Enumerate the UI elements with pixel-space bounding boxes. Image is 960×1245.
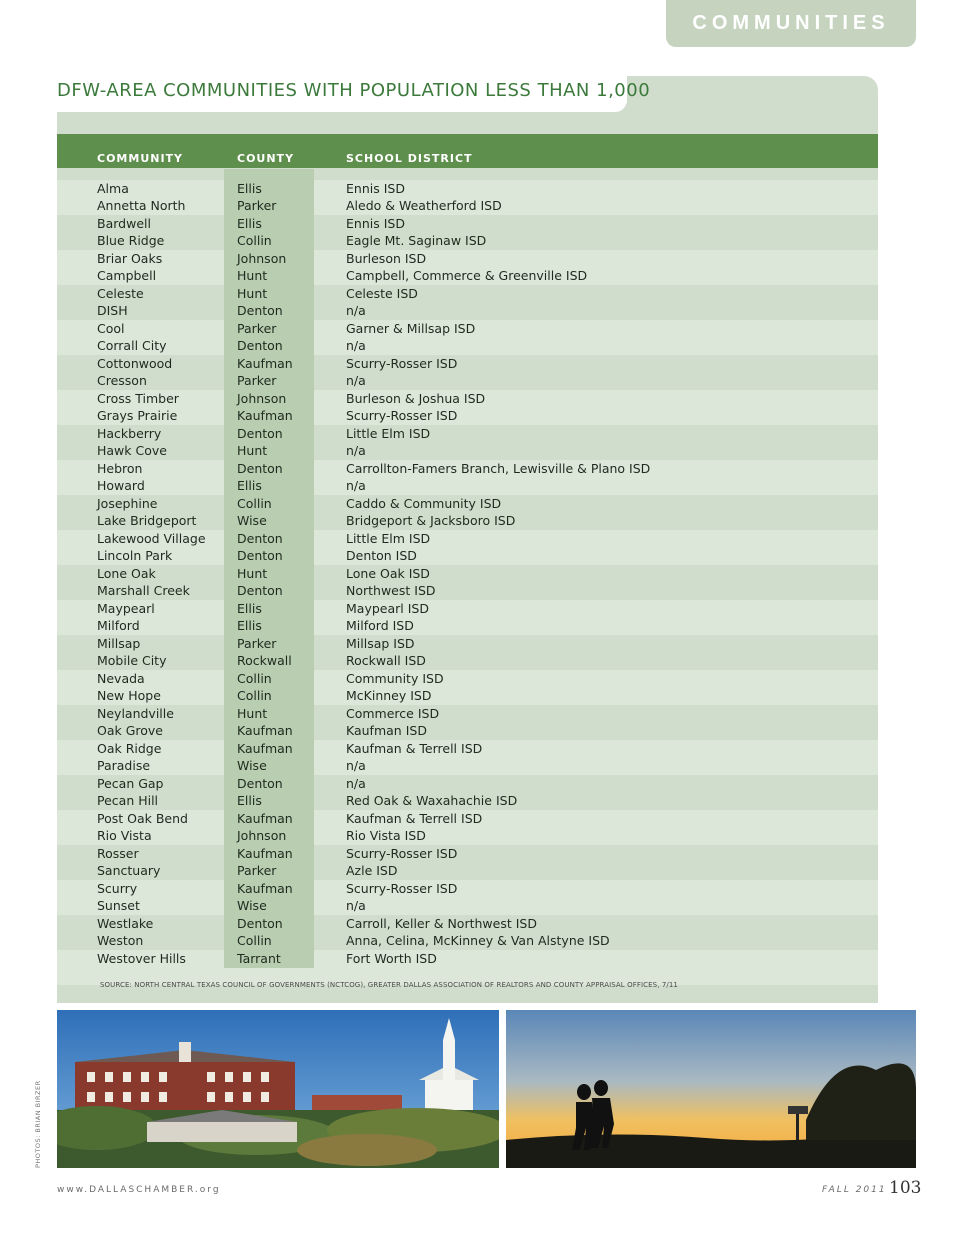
cell-community: Sunset [97,898,140,913]
cell-community: Westlake [97,915,154,931]
cell-county: Kaufman [237,810,293,826]
cell-community: Cottonwood [97,355,173,371]
cell-community: DISH [97,303,128,318]
page-number: 103 [889,1178,922,1198]
cell-community: Post Oak Bend [97,810,188,826]
cell-school-district: Garner & Millsap ISD [346,320,476,336]
cell-community: Rio Vista [97,828,152,843]
cell-school-district: Celeste ISD [346,285,418,301]
table-row [0,775,960,793]
header-school-district: SCHOOL DISTRICT [346,152,473,165]
cell-community: Cool [97,320,125,336]
table-row [0,740,960,758]
table-row [0,880,960,898]
header-county: COUNTY [237,152,295,165]
cell-county: Denton [237,775,283,791]
cell-county: Kaufman [237,723,293,738]
cell-school-district: Lone Oak ISD [346,565,430,581]
cell-county: Wise [237,758,267,773]
table-row [0,617,960,635]
table-row [0,950,960,968]
cell-community: Westover Hills [97,950,186,966]
cell-school-district: Kaufman & Terrell ISD [346,810,483,826]
cell-county: Denton [237,915,283,931]
cell-community: Paradise [97,758,151,773]
cell-community: Alma [97,180,129,196]
cell-community: Grays Prairie [97,408,178,423]
cell-school-district: Little Elm ISD [346,530,431,546]
cell-county: Collin [237,688,272,703]
cell-school-district: Maypearl ISD [346,600,429,616]
cell-community: Lake Bridgeport [97,513,197,528]
cell-county: Kaufman [237,740,293,756]
cell-school-district: Scurry-Rosser ISD [346,880,458,896]
table-row [0,722,960,740]
cell-school-district: Denton ISD [346,548,417,563]
cell-community: Corrall City [97,338,167,353]
cell-school-district: Burleson & Joshua ISD [346,390,486,406]
cell-school-district: Commerce ISD [346,705,440,721]
cell-county: Johnson [237,828,287,843]
header-community: COMMUNITY [97,152,184,165]
cell-school-district: Little Elm ISD [346,425,431,441]
table-row [0,512,960,530]
cell-county: Denton [237,583,283,598]
cell-county: Kaufman [237,355,293,371]
cell-community: Hackberry [97,425,162,441]
cell-county: Parker [237,198,277,213]
cell-community: Bardwell [97,215,151,231]
table-row [0,407,960,425]
cell-community: Pecan Gap [97,775,164,791]
cell-community: Howard [97,478,145,493]
cell-school-district: Rio Vista ISD [346,828,426,843]
cell-school-district: Scurry-Rosser ISD [346,845,458,861]
cell-county: Tarrant [237,950,281,966]
cell-community: Mobile City [97,653,167,668]
cell-community: Briar Oaks [97,250,163,266]
cell-county: Collin [237,495,272,511]
cell-school-district: Milford ISD [346,618,414,633]
table-row [0,250,960,268]
cell-school-district: Kaufman ISD [346,723,427,738]
cell-community: Rosser [97,845,139,861]
cell-community: Blue Ridge [97,233,165,248]
cell-school-district: Carrollton-Famers Branch, Lewisville & Plano ISD [346,460,651,476]
cell-school-district: Red Oak & Waxahachie ISD [346,793,518,808]
cell-county: Johnson [237,250,287,266]
cell-school-district: Burleson ISD [346,250,427,266]
cell-school-district: n/a [346,338,366,353]
table-row [0,425,960,443]
table-row [0,635,960,653]
cell-county: Kaufman [237,845,293,861]
cell-county: Wise [237,513,267,528]
cell-community: Cresson [97,373,147,388]
cell-county: Parker [237,320,277,336]
cell-county: Kaufman [237,880,293,896]
cell-school-district: Azle ISD [346,863,398,878]
cell-school-district: n/a [346,898,366,913]
cell-school-district: Northwest ISD [346,583,436,598]
cell-community: Milford [97,618,140,633]
cell-county: Wise [237,898,267,913]
cell-school-district: Caddo & Community ISD [346,495,502,511]
cell-county: Denton [237,548,283,563]
table-row [0,845,960,863]
cell-community: Oak Grove [97,723,163,738]
cell-school-district: n/a [346,303,366,318]
cell-county: Parker [237,635,277,651]
table-row [0,302,960,320]
cell-school-district: Ennis ISD [346,215,405,231]
cell-community: Lone Oak [97,565,156,581]
table-row [0,600,960,618]
cell-county: Hunt [237,565,268,581]
cell-county: Collin [237,233,272,248]
table-row [0,215,960,233]
cell-school-district: Kaufman & Terrell ISD [346,740,483,756]
cell-county: Ellis [237,600,262,616]
cell-school-district: n/a [346,443,366,458]
table-row [0,285,960,303]
cell-community: Weston [97,933,144,948]
cell-school-district: Eagle Mt. Saginaw ISD [346,233,487,248]
cell-county: Hunt [237,268,268,283]
cell-county: Johnson [237,390,287,406]
cell-county: Denton [237,530,283,546]
table-row [0,565,960,583]
table-row [0,547,960,565]
cell-community: Maypearl [97,600,155,616]
table-row [0,757,960,775]
cell-school-district: Fort Worth ISD [346,950,437,966]
table-row [0,460,960,478]
cell-school-district: Scurry-Rosser ISD [346,355,458,371]
cell-county: Denton [237,338,283,353]
cell-county: Collin [237,933,272,948]
cell-community: Annetta North [97,198,186,213]
page-title: DFW-AREA COMMUNITIES WITH POPULATION LESS THAN 1,000 [57,80,651,101]
cell-community: Josephine [97,495,158,511]
table-row [0,180,960,198]
table-row [0,670,960,688]
campus-photo [57,1010,499,1168]
cell-community: Sanctuary [97,863,161,878]
table-row [0,582,960,600]
cell-school-district: n/a [346,478,366,493]
cell-community: Hawk Cove [97,443,167,458]
sunset-runners-photo [506,1010,916,1168]
cell-school-district: Bridgeport & Jacksboro ISD [346,513,516,528]
cell-community: Neylandville [97,705,174,721]
cell-community: Campbell [97,268,157,283]
table-row [0,827,960,845]
cell-school-district: n/a [346,758,366,773]
cell-county: Ellis [237,618,262,633]
cell-county: Rockwall [237,653,292,668]
cell-county: Hunt [237,443,268,458]
cell-county: Ellis [237,180,262,196]
cell-school-district: McKinney ISD [346,688,432,703]
cell-community: Hebron [97,460,143,476]
table-row [0,442,960,460]
table-row [0,372,960,390]
cell-community: Lincoln Park [97,548,173,563]
table-row [0,915,960,933]
footer-issue: FALL 2011 [822,1185,887,1195]
photo-credit: PHOTOS: BRIAN BIRZER [34,1080,42,1168]
table-row [0,197,960,215]
cell-community: Celeste [97,285,144,301]
cell-county: Denton [237,460,283,476]
cell-community: Lakewood Village [97,530,206,546]
table-row [0,862,960,880]
table-row [0,337,960,355]
cell-school-district: n/a [346,775,366,791]
cell-county: Collin [237,670,272,686]
cell-school-district: Carroll, Keller & Northwest ISD [346,915,537,931]
cell-county: Hunt [237,285,268,301]
cell-school-district: Campbell, Commerce & Greenville ISD [346,268,588,283]
table-row [0,477,960,495]
cell-county: Parker [237,863,277,878]
table-row [0,810,960,828]
cell-school-district: Anna, Celina, McKinney & Van Alstyne ISD [346,933,610,948]
cell-community: Scurry [97,880,138,896]
cell-community: New Hope [97,688,161,703]
cell-school-district: Ennis ISD [346,180,405,196]
cell-community: Cross Timber [97,390,179,406]
cell-school-district: Aledo & Weatherford ISD [346,198,502,213]
cell-county: Ellis [237,793,262,808]
cell-school-district: Community ISD [346,670,444,686]
section-tab: COMMUNITIES [666,0,916,47]
source-note: SOURCE: NORTH CENTRAL TEXAS COUNCIL OF GOVERNMENTS (NCTCOG), GREATER DALLAS ASSOCIATION OF REALTORS AND COUNTY APPRAISAL OFFICES, 7/11 [100,981,678,989]
table-row [0,390,960,408]
cell-school-district: Millsap ISD [346,635,415,651]
table-row [0,932,960,950]
cell-county: Kaufman [237,408,293,423]
cell-county: Ellis [237,215,262,231]
cell-community: Millsap [97,635,141,651]
cell-school-district: Rockwall ISD [346,653,426,668]
table-row [0,267,960,285]
cell-community: Nevada [97,670,145,686]
cell-county: Denton [237,425,283,441]
cell-county: Denton [237,303,283,318]
cell-county: Hunt [237,705,268,721]
table-row [0,897,960,915]
table-row [0,232,960,250]
cell-community: Pecan Hill [97,793,159,808]
cell-school-district: Scurry-Rosser ISD [346,408,458,423]
table-row [0,792,960,810]
table-row [0,495,960,513]
footer-url[interactable]: www.DALLASCHAMBER.org [57,1185,221,1195]
cell-county: Parker [237,373,277,388]
cell-school-district: n/a [346,373,366,388]
table-row [0,320,960,338]
table-row [0,705,960,723]
cell-community: Marshall Creek [97,583,190,598]
table-row [0,530,960,548]
cell-community: Oak Ridge [97,740,162,756]
table-row [0,687,960,705]
table-row [0,652,960,670]
table-row [0,355,960,373]
cell-county: Ellis [237,478,262,493]
